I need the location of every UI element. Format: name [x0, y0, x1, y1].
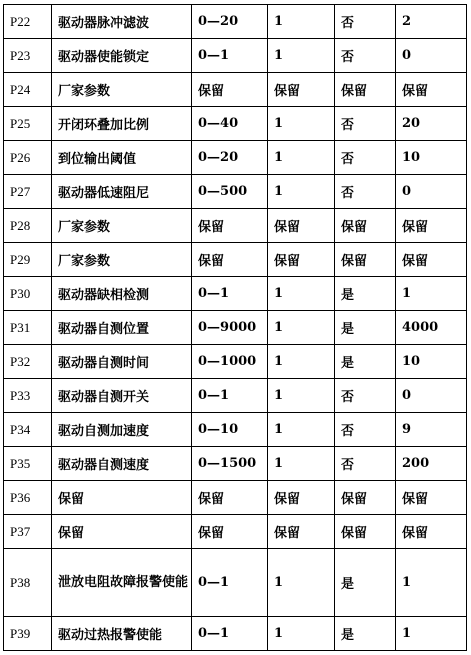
param-code: P32	[4, 345, 52, 379]
param-name: 厂家参数	[52, 73, 192, 107]
param-range: 0—20	[192, 141, 268, 175]
param-value: 200	[396, 447, 467, 481]
table-row	[4, 277, 467, 311]
param-name: 驱动器自测开关	[52, 379, 192, 413]
param-code: P37	[4, 515, 52, 549]
param-modifiable: 否	[335, 107, 396, 141]
param-modifiable: 是	[335, 345, 396, 379]
param-value: 2	[396, 5, 467, 39]
table-row	[4, 447, 467, 481]
table-row	[4, 549, 467, 617]
table-row	[4, 243, 467, 277]
table-row	[4, 413, 467, 447]
param-default: 1	[268, 379, 335, 413]
param-name: 驱动过热报警使能	[52, 617, 192, 651]
param-modifiable: 否	[335, 447, 396, 481]
param-modifiable: 否	[335, 39, 396, 73]
param-value: 保留	[396, 209, 467, 243]
param-default: 1	[268, 549, 335, 617]
parameter-table	[3, 4, 467, 651]
param-modifiable: 否	[335, 141, 396, 175]
param-name: 厂家参数	[52, 243, 192, 277]
param-modifiable: 保留	[335, 481, 396, 515]
param-value: 0	[396, 39, 467, 73]
param-value: 0	[396, 379, 467, 413]
param-modifiable: 保留	[335, 243, 396, 277]
param-modifiable: 是	[335, 277, 396, 311]
table-row	[4, 141, 467, 175]
param-range: 0—20	[192, 5, 268, 39]
param-code: P35	[4, 447, 52, 481]
param-default: 保留	[268, 243, 335, 277]
param-default: 保留	[268, 209, 335, 243]
param-range: 保留	[192, 243, 268, 277]
param-range: 0—9000	[192, 311, 268, 345]
param-code: P24	[4, 73, 52, 107]
param-range: 保留	[192, 481, 268, 515]
param-value: 0	[396, 175, 467, 209]
table-row	[4, 39, 467, 73]
param-name: 驱动器缺相检测	[52, 277, 192, 311]
table-row	[4, 345, 467, 379]
param-name: 厂家参数	[52, 209, 192, 243]
param-default: 保留	[268, 481, 335, 515]
param-name: 开闭环叠加比例	[52, 107, 192, 141]
param-range: 保留	[192, 209, 268, 243]
param-default: 1	[268, 447, 335, 481]
table-row	[4, 175, 467, 209]
param-modifiable: 否	[335, 379, 396, 413]
param-code: P31	[4, 311, 52, 345]
param-code: P34	[4, 413, 52, 447]
param-modifiable: 是	[335, 311, 396, 345]
param-modifiable: 保留	[335, 209, 396, 243]
param-value: 10	[396, 141, 467, 175]
parameter-table-body	[4, 5, 467, 651]
param-name: 到位输出阈值	[52, 141, 192, 175]
param-range: 0—40	[192, 107, 268, 141]
param-name: 驱动器脉冲滤波	[52, 5, 192, 39]
param-range: 0—1	[192, 39, 268, 73]
param-code: P30	[4, 277, 52, 311]
param-name: 驱动器自测位置	[52, 311, 192, 345]
param-default: 1	[268, 107, 335, 141]
param-default: 1	[268, 175, 335, 209]
table-row	[4, 73, 467, 107]
param-modifiable: 否	[335, 5, 396, 39]
param-range: 0—1000	[192, 345, 268, 379]
param-value: 1	[396, 617, 467, 651]
param-default: 1	[268, 345, 335, 379]
param-default: 保留	[268, 73, 335, 107]
param-modifiable: 是	[335, 549, 396, 617]
param-value: 10	[396, 345, 467, 379]
param-modifiable: 否	[335, 413, 396, 447]
param-code: P26	[4, 141, 52, 175]
param-name: 驱动器低速阻尼	[52, 175, 192, 209]
param-default: 1	[268, 617, 335, 651]
param-name: 驱动自测加速度	[52, 413, 192, 447]
param-value: 4000	[396, 311, 467, 345]
param-range: 保留	[192, 73, 268, 107]
param-default: 1	[268, 311, 335, 345]
param-value: 保留	[396, 515, 467, 549]
param-code: P39	[4, 617, 52, 651]
param-value: 保留	[396, 243, 467, 277]
table-row	[4, 481, 467, 515]
param-default: 1	[268, 141, 335, 175]
param-value: 保留	[396, 481, 467, 515]
param-modifiable: 否	[335, 175, 396, 209]
param-code: P22	[4, 5, 52, 39]
param-value: 20	[396, 107, 467, 141]
param-name: 保留	[52, 515, 192, 549]
param-name: 保留	[52, 481, 192, 515]
param-range: 0—1500	[192, 447, 268, 481]
param-code: P38	[4, 549, 52, 617]
param-range: 0—1	[192, 549, 268, 617]
param-code: P27	[4, 175, 52, 209]
param-name: 驱动器自测速度	[52, 447, 192, 481]
param-default: 1	[268, 39, 335, 73]
table-row	[4, 617, 467, 651]
param-code: P23	[4, 39, 52, 73]
param-value: 1	[396, 549, 467, 617]
table-row	[4, 107, 467, 141]
param-modifiable: 保留	[335, 73, 396, 107]
param-range: 0—500	[192, 175, 268, 209]
param-default: 保留	[268, 515, 335, 549]
table-row	[4, 515, 467, 549]
param-default: 1	[268, 413, 335, 447]
table-row	[4, 311, 467, 345]
param-default: 1	[268, 5, 335, 39]
param-range: 0—1	[192, 379, 268, 413]
table-row	[4, 209, 467, 243]
param-modifiable: 保留	[335, 515, 396, 549]
param-name: 驱动器自测时间	[52, 345, 192, 379]
param-code: P36	[4, 481, 52, 515]
param-default: 1	[268, 277, 335, 311]
param-code: P25	[4, 107, 52, 141]
param-modifiable: 是	[335, 617, 396, 651]
param-name: 泄放电阻故障报警使能	[52, 549, 192, 617]
param-code: P29	[4, 243, 52, 277]
param-code: P28	[4, 209, 52, 243]
table-row	[4, 5, 467, 39]
param-code: P33	[4, 379, 52, 413]
param-range: 0—1	[192, 277, 268, 311]
param-value: 保留	[396, 73, 467, 107]
param-range: 0—1	[192, 617, 268, 651]
param-range: 保留	[192, 515, 268, 549]
param-value: 1	[396, 277, 467, 311]
param-name: 驱动器使能锁定	[52, 39, 192, 73]
param-range: 0—10	[192, 413, 268, 447]
table-row	[4, 379, 467, 413]
param-value: 9	[396, 413, 467, 447]
